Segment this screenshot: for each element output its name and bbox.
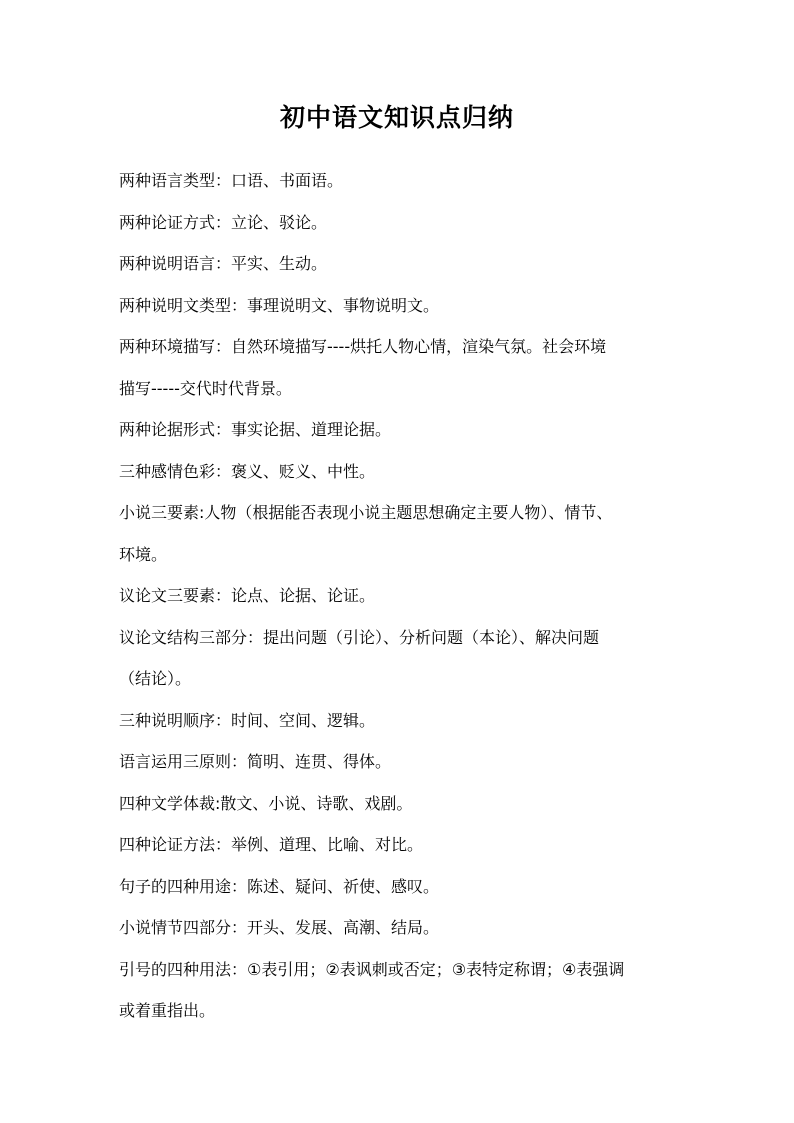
text-line: 描写-----交代时代背景。 <box>119 378 292 398</box>
text-line: 两种语言类型：口语、书面语。 <box>119 171 344 190</box>
document-title: 初中语文知识点归纳 <box>279 103 514 132</box>
text-line: 两种论据形式：事实论据、道理论据。 <box>119 420 392 439</box>
text-line: （结论）。 <box>119 669 192 688</box>
text-line: 引号的四种用法：①表引用；②表讽刺或否定；③表特定称谓；④表强调 <box>119 959 625 979</box>
text-line: 四种文学体裁:散文、小说、诗歌、戏剧。 <box>119 793 413 813</box>
text-line: 小说三要素:人物（根据能否表现小说主题思想确定主要人物）、情节、 <box>119 503 613 522</box>
text-line: 两种环境描写：自然环境描写----烘托人物心情，渲染气氛。社会环境 <box>119 337 607 356</box>
text-line: 环境。 <box>119 544 168 564</box>
text-line: 三种说明顺序：时间、空间、逻辑。 <box>119 710 376 730</box>
text-line: 两种说明文类型：事理说明文、事物说明文。 <box>119 295 440 315</box>
text-line: 三种感情色彩：褒义、贬义、中性。 <box>119 461 376 481</box>
text-line: 议论文三要素：论点、论据、论证。 <box>119 586 376 605</box>
document-body <box>119 160 679 1032</box>
text-line: 两种论证方式：立论、驳论。 <box>119 212 328 232</box>
text-line: 语言运用三原则：简明、连贯、得体。 <box>119 752 392 771</box>
text-line: 小说情节四部分：开头、发展、高潮、结局。 <box>119 918 440 937</box>
text-line: 句子的四种用途：陈述、疑问、祈使、感叹。 <box>119 876 440 896</box>
text-line: 四种论证方法：举例、道理、比喻、对比。 <box>119 835 424 854</box>
text-line: 议论文结构三部分：提出问题（引论）、分析问题（本论）、解决问题 <box>119 627 600 647</box>
text-line: 或着重指出。 <box>119 1001 216 1020</box>
text-line: 两种说明语言：平实、生动。 <box>119 254 328 273</box>
